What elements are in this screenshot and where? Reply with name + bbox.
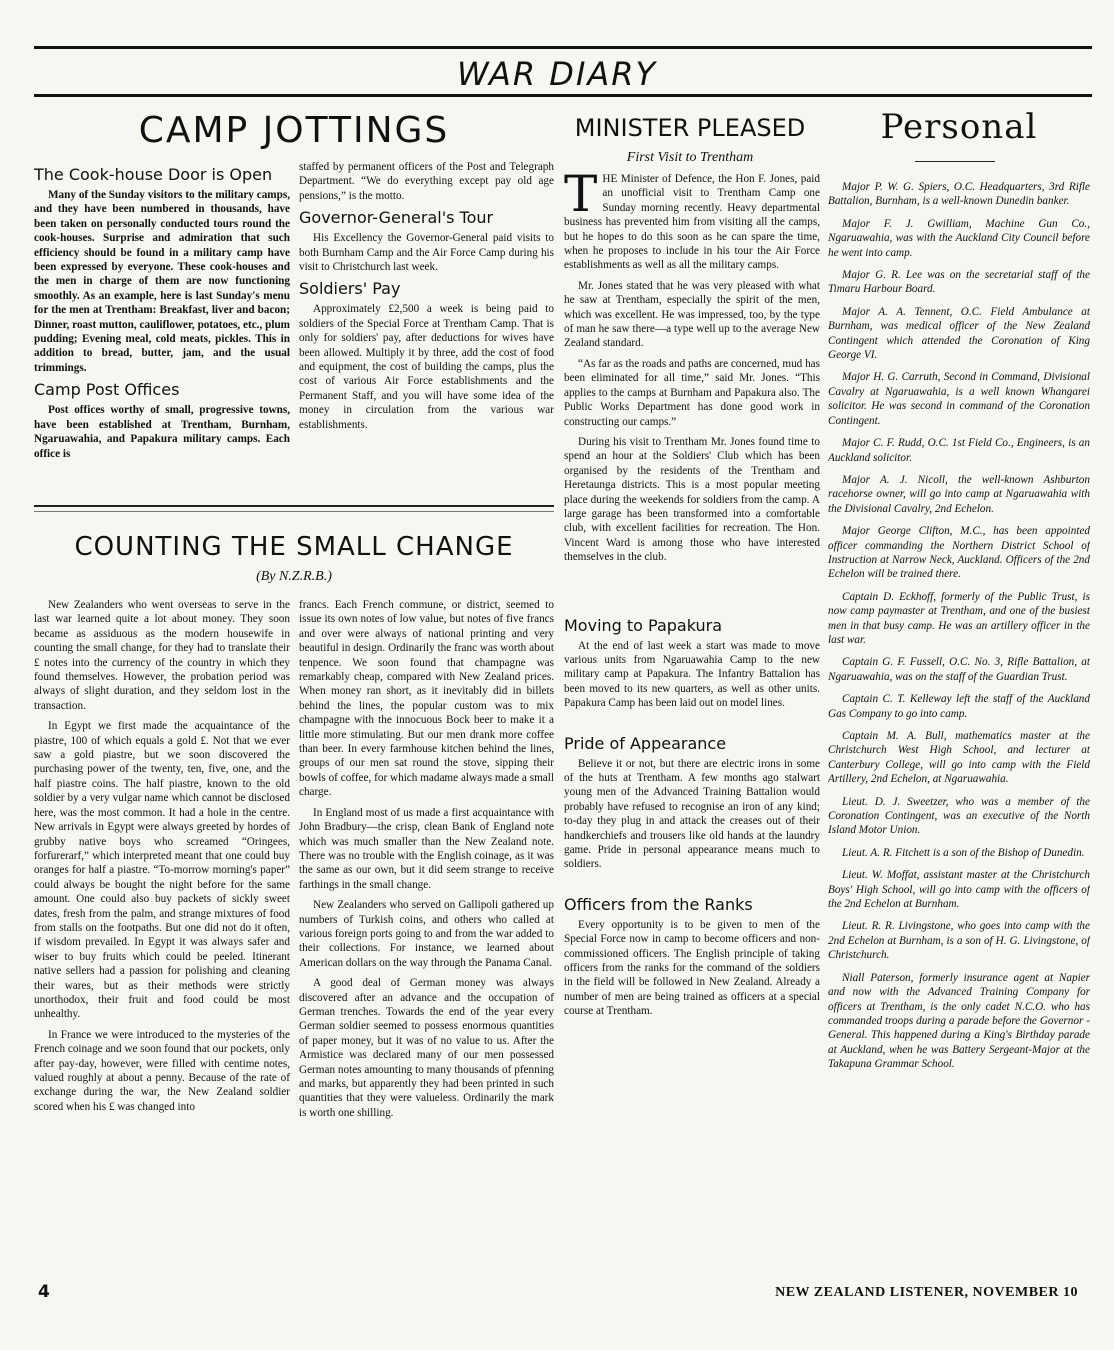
drop-cap: T bbox=[564, 172, 598, 223]
pride-paragraph: Believe it or not, but there are electric irons in some of the huts at Trentham. A few months ago stalwart young men of the Advanced Training Battalion would probably have refused to recognise an iron of any kind; to-day they plug in and attack the creases out of their handkerchiefs and trousers like old hands at the laundry game. Pride in personal appearance means much to soldiers. bbox=[564, 757, 820, 871]
personal-item: Captain D. Eckhoff, formerly of the Public Trust, is now camp paymaster at Trentham, and one of the busiest men in that busy camp. He was an artillery officer in the last war. bbox=[828, 590, 1090, 646]
counting-byline: (By N.Z.R.B.) bbox=[256, 569, 332, 584]
personal-item: Niall Paterson, formerly insurance agent at Napier and now with the Advanced Training Company for officers at Trentham, is the only cadet N.C.O. who has commanded troops during a parade before the Governor - General. This happened during a King's Birthday parade at Auckland, when he was Battery Sergeant-Major at the Takapuna Grammar School. bbox=[828, 971, 1090, 1071]
counting-paragraph-5: In England most of us made a first acquaintance with John Bradbury—the crisp, clean Bank of England note which was much smaller than the New Zealand note. There was no trouble with the English coinage, as it was the same as our own, but it did seem strange to receive farthings in the small change. bbox=[299, 806, 554, 891]
personal-item: Major George Clifton, M.C., has been appointed officer commanding the Northern District School of Instruction at Narrow Neck, Auckland. Officers of the 2nd Echelon will be trained there. bbox=[828, 525, 1090, 581]
personal-item: Lieut. A. R. Fitchett is a son of the Bishop of Dunedin. bbox=[842, 846, 1085, 859]
personal-column bbox=[828, 180, 1090, 1270]
minister-paragraph-4: During his visit to Trentham Mr. Jones found time to spend an hour at the Soldiers' Club which has been organised by the residents of the Trentham and Heretaunga districts. This is a most popular meeting place during the weekends for soldiers from the camp. A large garage has been transformed into a comfortable club, with excellent facilities for recreation. The Hon. Vincent Ward is among those who have interested themselves in the club. bbox=[564, 435, 820, 564]
counting-paragraph-6: New Zealanders who served on Gallipoli gathered up numbers of Turkish coins, and others who called at various foreign ports going to and from the war added to their collections. For instance, we learned about American dollars on the way through the Panama Canal. bbox=[299, 899, 554, 969]
personal-item: Major A. J. Nicoll, the well-known Ashburton racehorse owner, will go into camp at Ngaruawahia with the Divisional Cavalry, 2nd Echelon. bbox=[828, 473, 1090, 515]
counting-paragraph-2: In Egypt we first made the acquaintance of the piastre, 100 of which equals a gold £. Not that we ever saw a gold piastre, but we soon discovered the purchasing power of the twenty, ten, five, one, and the half piastre coins. The half piastre, known to the old soldier by a very vulgar name which cannot be disclosed here, was the most common. It had a hole in the centre. New arrivals in Egypt were always greeted by hordes of grubby native boys who screamed “Oringees, forfurerarf,” which interpreted meant that one could buy oranges for half a piastre. “To-morrow morning's paper” could always be bought the night before for the same amount. One could also buy packets of sickly sweet dates, fresh from the palm, and strange mixtures of food from stalls on the footpaths. But one did not do it often, if wisdom prevailed. In Egypt it was always safer and wiser to buy fruits which could be peeled. Itinerant native sellers had a passion for polishing and cleaning their wares, but as their methods were strictly unorthodox, their fruit and food could be most unhealthy. bbox=[34, 720, 290, 1021]
personal-item: Major A. A. Tennent, O.C. Field Ambulance at Burnham, was medical officer of the New Zealand Contingent which attended the Coronation of King George VI. bbox=[828, 305, 1090, 362]
counting-column-1 bbox=[34, 598, 290, 1270]
minister-paragraph-3: “As far as the roads and paths are concerned, mud has been eliminated for all time,” said Mr. Jones. “This applies to the camps at Burnham and Papakura also. The Public Works Department has done good work in constructing our camps.” bbox=[564, 357, 820, 428]
officers-paragraph: Every opportunity is to be given to men of the Special Force now in camp to become officers and non-commissioned officers. The English principle of taking officers from the ranks for the command of the soldiers in the field will be followed in New Zealand. Already a number of men are being trained as officers at a special course at Trentham. bbox=[564, 918, 820, 1018]
personal-item: Major P. W. G. Spiers, O.C. Headquarters, 3rd Rifle Battalion, Burnham, is a well-known Dunedin banker. bbox=[828, 181, 1090, 208]
minister-banner: MINISTER PLEASED bbox=[574, 114, 806, 142]
top-rule bbox=[34, 46, 1092, 49]
personal-rule bbox=[915, 161, 995, 162]
post-offices-heading: Camp Post Offices bbox=[34, 380, 180, 400]
counting-paragraph-1: New Zealanders who went overseas to serve in the last war learned quite a lot about money. They soon became as assiduous as the modern housewife in counting the small change, for they had to translate their £ notes into the currency of the country in which they found themselves. However, the probation period was always of slight duration, and they seldom lost in the transaction. bbox=[34, 599, 290, 712]
governor-heading: Governor-General's Tour bbox=[299, 208, 494, 228]
section-masthead: WAR DIARY bbox=[456, 55, 658, 93]
personal-item: Major C. F. Rudd, O.C. 1st Field Co., Engineers, is an Auckland solicitor. bbox=[828, 437, 1090, 464]
publication-footer: NEW ZEALAND LISTENER, NOVEMBER 10 bbox=[775, 1285, 1078, 1300]
counting-banner: COUNTING THE SMALL CHANGE bbox=[74, 532, 514, 562]
soldiers-pay-paragraph: Approximately £2,500 a week is being paid to soldiers of the Special Force at Trentham Camp. That is only for soldiers' pay, after deductions for wives have been allowed. Multiply it by three, add the cost of food and equipment, the cost of building the camps, plus the cost of various Air Force establishments and the Permanent Staff, and you will have some idea of the money in circulation from the various war establishments. bbox=[299, 303, 554, 431]
section-divider-thin bbox=[34, 511, 554, 512]
papakura-paragraph: At the end of last week a start was made to move various units from Ngaruawahia Camp to the new military camp at Papakura. The Infantry Battalion has been moved to its new quarters, as well as other units. Papakura Camp has been laid out on model lines. bbox=[564, 639, 820, 710]
counting-paragraph-7: A good deal of German money was always discovered after an advance and the occupation of German trenches. Towards the end of the year every German soldier seemed to possess enormous quantities of paper money, but it was of no value to us. After the Armistice was declared many of our men possessed German notes amounting to many thousands of pfenning and marks, but apparently they had been printed in such quantities that they were valueless. Ordinarily the mark is worth one shilling. bbox=[299, 977, 554, 1119]
pride-heading: Pride of Appearance bbox=[564, 733, 727, 753]
camp-column-2 bbox=[299, 160, 554, 496]
minister-subheading: First Visit to Trentham bbox=[626, 150, 754, 165]
post-offices-paragraph-2: staffed by permanent officers of the Post and Telegraph Department. “We do everything except pay old age pensions,” is the motto. bbox=[299, 161, 554, 202]
counting-paragraph-4: francs. Each French commune, or district, seemed to issue its own notes of low value, but notes of five francs and over were always of national printing and very beautiful in design. Ordinarily the franc was worth about tenpence. We soon found that champagne was remarkably cheap, compared with New Zealand prices. When money ran short, as it inevitably did in billets behind the lines, the popular custom was to mix champagne with the innocuous Bock beer to make it a little more stimulating. But our men drank more coffee than beer. In every farmhouse kitchen behind the lines, groups of our men sat round the stove, sipping their bowls of coffee, for which madame always made a small charge. bbox=[299, 599, 554, 799]
page-number: 4 bbox=[38, 1282, 50, 1302]
personal-item: Major G. R. Lee was on the secretarial staff of the Timaru Harbour Board. bbox=[828, 269, 1090, 296]
section-divider bbox=[34, 505, 554, 507]
camp-column-1 bbox=[34, 160, 290, 496]
papakura-heading: Moving to Papakura bbox=[564, 615, 723, 635]
counting-column-2 bbox=[299, 598, 554, 1270]
governor-paragraph: His Excellency the Governor-General paid visits to both Burnham Camp and the Air Force Camp during his visit to Christchurch last week. bbox=[299, 232, 554, 274]
masthead-rule bbox=[34, 94, 1092, 97]
personal-item: Captain C. T. Kelleway left the staff of the Auckland Gas Company to go into camp. bbox=[828, 693, 1090, 720]
personal-item: Major H. G. Carruth, Second in Command, Divisional Cavalry at Ngaruawahia, is a well known Whangarei solicitor. He was second in command of the Coronation Contingent. bbox=[828, 371, 1090, 427]
minister-paragraph-1: THE Minister of Defence, the Hon F. Jones, paid an unofficial visit to Trentham Camp one Sunday morning recently. Heavy departmental business has prevented him from visiting all the camps, but he hopes to do this soon as he can spare the time, when he proposes to include in his tour the Air Force establishments as well as all the military camps. bbox=[564, 172, 820, 272]
cookhouse-paragraph: Many of the Sunday visitors to the military camps, and they have been numbered in thousands, have been taken on personally conducted tours round the cook-houses. Surprise and admiration that such efficiency should be found in a military camp have been expressed by everyone. These cook-houses and the men in charge of them are now functioning smoothly. As an example, here is last Sunday's menu for the men at Trentham: Breakfast, liver and bacon; Dinner, roast mutton, cauliflower, potatoes, etc., plum pudding; Evening meal, cold meats, pickles. This in addition to bread, butter, jam, and the usual trimmings. bbox=[34, 189, 290, 374]
cookhouse-heading: The Cook-house Door is Open bbox=[34, 165, 273, 184]
personal-item: Captain G. F. Fussell, O.C. No. 3, Rifle Battalion, at Ngaruawahia, was on the staff of the Guardian Trust. bbox=[828, 656, 1090, 683]
personal-item: Captain M. A. Bull, mathematics master at the Christchurch West High School, and lecturer at Canterbury College, will go into camp with the Field Artillery, 2nd Echelon, at Ngaruawahia. bbox=[828, 730, 1090, 786]
post-offices-paragraph-1: Post offices worthy of small, progressive towns, have been established at Trentham, Burnham, Ngaruawahia, and Papakura military camps. Each office is bbox=[34, 404, 290, 460]
soldiers-pay-heading: Soldiers' Pay bbox=[299, 279, 401, 299]
counting-paragraph-3: In France we were introduced to the mysteries of the French coinage and we soon found that our pockets, only after pay-day, however, were filled with centime notes, valued roughly at about a penny. Because of the rate of exchange during the war, the New Zealand soldier scored when his £ was changed into bbox=[34, 1028, 290, 1113]
personal-item: Lieut. W. Moffat, assistant master at the Christchurch Boys' High School, will go into camp with the officers of the 2nd Echelon at Burnham. bbox=[828, 869, 1090, 911]
officers-heading: Officers from the Ranks bbox=[564, 894, 753, 914]
personal-item: Lieut. D. J. Sweetzer, who was a member of the Coronation Contingent, was an executive of the North Island Motor Union. bbox=[828, 795, 1090, 837]
personal-item: Lieut. R. R. Livingstone, who goes into camp with the 2nd Echelon at Burnham, is a son of H. G. Livingstone, of Christchurch. bbox=[828, 920, 1090, 962]
minister-paragraph-2: Mr. Jones stated that he was very pleased with what he saw at Trentham, especially the spirit of the men, which was excellent. He was impressed, too, by the type of man he saw there—a type well up to the average New Zealand standard. bbox=[564, 279, 820, 350]
minister-column bbox=[564, 172, 820, 1272]
personal-banner: Personal bbox=[880, 107, 1038, 147]
personal-item: Major F. J. Gwilliam, Machine Gun Co., Ngaruawahia, was with the Auckland City Council before he went into camp. bbox=[828, 217, 1090, 259]
camp-jottings-banner: CAMP JOTTINGS bbox=[138, 110, 450, 151]
